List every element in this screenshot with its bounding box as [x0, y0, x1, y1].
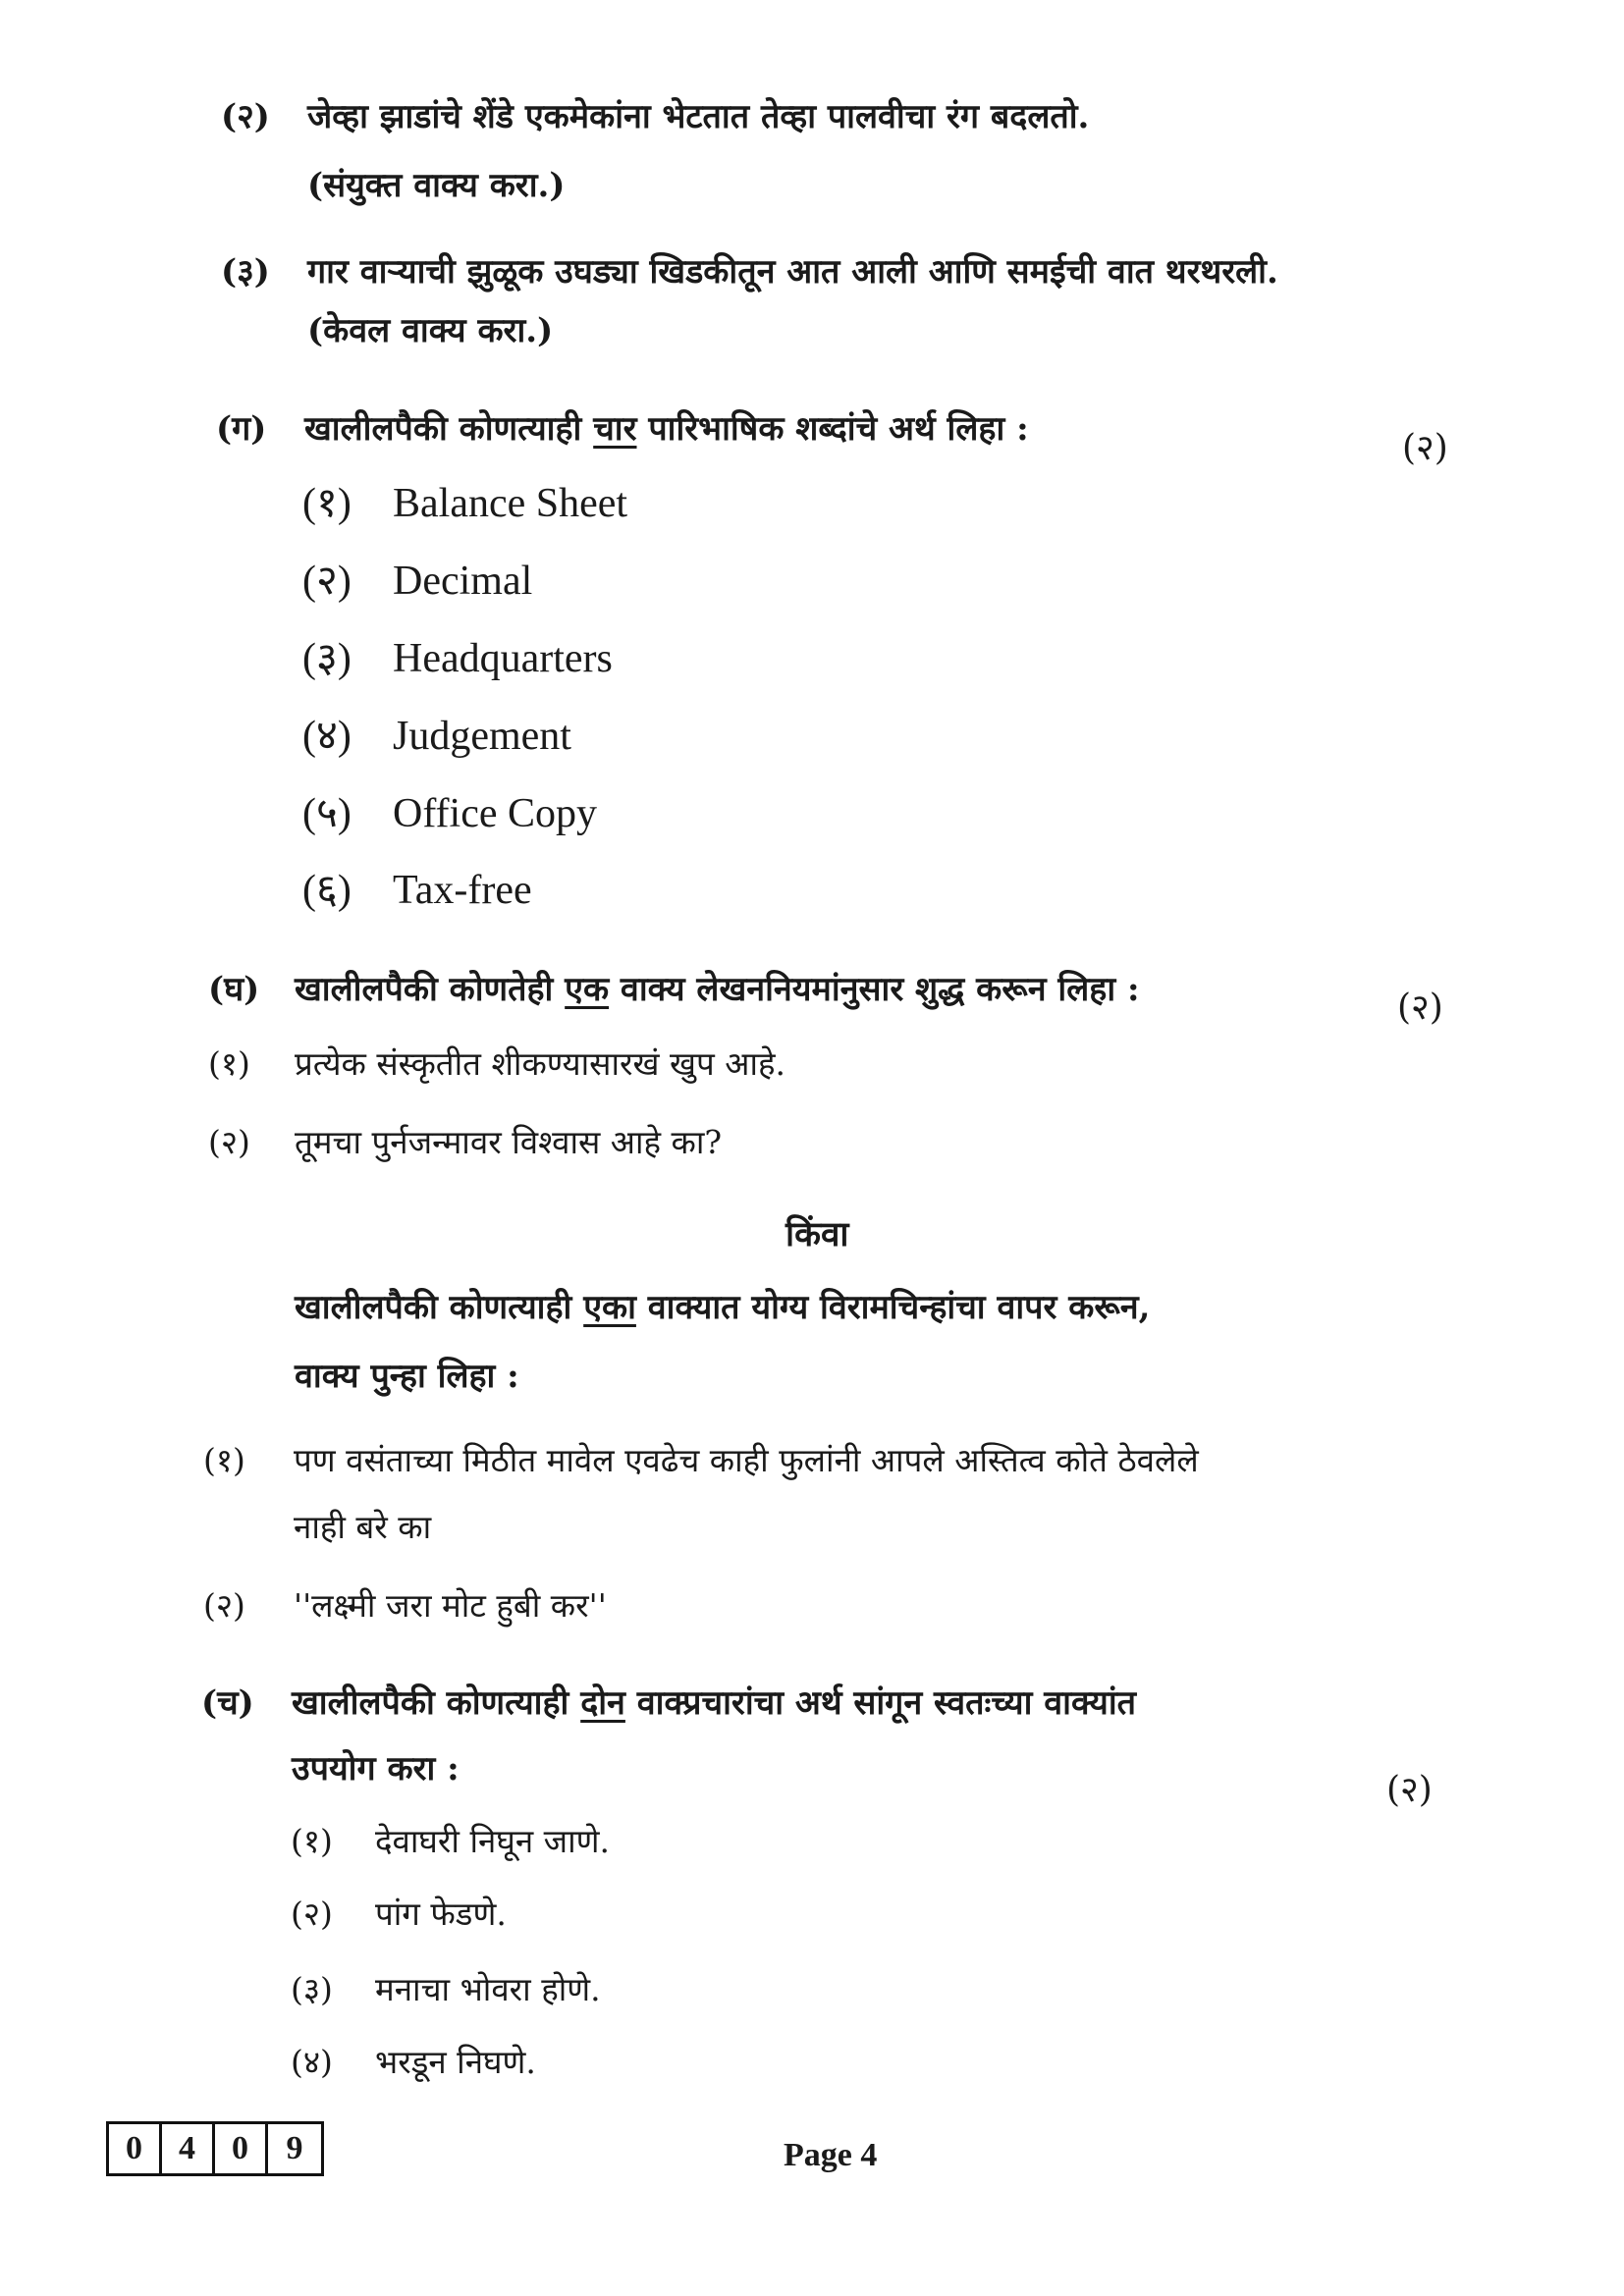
ch-item-4-number: (४): [291, 2043, 333, 2081]
g-item-6-text: Tax-free: [393, 868, 532, 913]
gh-item-1: [208, 1044, 785, 1083]
gh-alt-prompt-emphasis: एका: [583, 1288, 636, 1327]
ch-item-4: [291, 2043, 536, 2081]
or-label: किंवा: [785, 1214, 849, 1255]
ch-item-3: [291, 1970, 601, 2008]
g-item-2-text: Decimal: [393, 559, 533, 604]
kh-q3-text: गार वाऱ्याची झुळूक उघड्या खिडकीतून आत आली आणि समईची वात थरथरली.: [307, 252, 1278, 292]
paper-code-digit: 0: [109, 2124, 162, 2173]
gh-alt-prompt-line2: वाक्य पुन्हा लिहा :: [295, 1357, 519, 1396]
g-label: (ग): [216, 409, 267, 449]
ch-item-1-text: देवाघरी निघून जाणे.: [375, 1822, 611, 1860]
paper-code-digit: 0: [215, 2124, 268, 2173]
g-item-4: [302, 716, 571, 757]
gh-label: (घ): [208, 970, 260, 1009]
paper-code-box: [106, 2121, 324, 2176]
kh-q2-instruction: (संयुक्त वाक्य करा.): [307, 166, 566, 205]
g-item-2: [302, 561, 532, 602]
g-item-2-number: (२): [302, 559, 352, 604]
gh-alt-item-1-line2: नाही बरे का: [294, 1508, 432, 1546]
gh-alt-item-2: [203, 1586, 607, 1625]
g-item-6: [302, 870, 532, 911]
ch-item-1: [291, 1822, 611, 1860]
ch-item-1-number: (१): [291, 1822, 333, 1860]
ch-item-2-number: (२): [291, 1895, 333, 1933]
gh-alt-prompt: [295, 1288, 1151, 1327]
gh-prompt-end: वाक्य लेखननियमांनुसार शुद्ध करून लिहा :: [609, 970, 1140, 1009]
ch-prompt-emphasis: दोन: [580, 1683, 625, 1723]
gh-alt-prompt-end: वाक्यात योग्य विरामचिन्हांचा वापर करून,: [635, 1288, 1151, 1327]
ch-item-3-text: मनाचा भोवरा होणे.: [375, 1970, 601, 2008]
ch-prompt-end: वाक्प्रचारांचा अर्थ सांगून स्वतःच्या वाक्यांत: [624, 1683, 1137, 1723]
gh-prompt-start: खालीलपैकी कोणतेही: [295, 970, 566, 1009]
g-item-4-text: Judgement: [393, 714, 571, 759]
ch-item-4-text: भरडून निघणे.: [375, 2043, 536, 2081]
g-item-3-number: (३): [302, 636, 352, 681]
g-marks: (२): [1402, 428, 1448, 468]
kh-q2-number: (२): [221, 97, 270, 136]
page-number: Page 4: [784, 2137, 878, 2173]
g-prompt-end: पारिभाषिक शब्दांचे अर्थ लिहा :: [636, 409, 1029, 449]
gh-item-1-number: (१): [208, 1044, 250, 1083]
g-item-4-number: (४): [302, 714, 352, 759]
g-item-1-number: (१): [302, 481, 352, 526]
gh-alt-item-2-text: ''लक्ष्मी जरा मोट हुबी कर'': [294, 1586, 607, 1625]
ch-label: (च): [201, 1683, 254, 1723]
ch-item-2-text: पांग फेडणे.: [375, 1895, 507, 1933]
ch-item-2: [291, 1895, 507, 1933]
kh-q3: [221, 252, 1278, 292]
paper-code-digit: 4: [162, 2124, 215, 2173]
gh-alt-prompt-start: खालीलपैकी कोणत्याही: [295, 1288, 584, 1327]
g-item-1-text: Balance Sheet: [393, 481, 628, 526]
gh-item-2: [208, 1123, 723, 1161]
gh-heading: [208, 970, 1140, 1009]
paper-code-digit: 9: [286, 2130, 303, 2166]
gh-prompt-emphasis: एक: [565, 970, 610, 1009]
ch-item-3-number: (३): [291, 1970, 333, 2008]
kh-q3-instruction: (केवल वाक्य करा.): [307, 311, 554, 350]
g-item-5: [302, 793, 597, 834]
g-prompt-emphasis: चार: [593, 409, 637, 449]
g-prompt-start: खालीलपैकी कोणत्याही: [304, 409, 594, 449]
g-item-5-text: Office Copy: [393, 791, 598, 836]
g-item-5-number: (५): [302, 791, 352, 836]
ch-marks: (२): [1386, 1770, 1433, 1810]
ch-prompt-start: खालीलपैकी कोणत्याही: [292, 1683, 581, 1723]
gh-marks: (२): [1397, 988, 1443, 1028]
g-item-3: [302, 638, 613, 679]
ch-prompt-line2: उपयोग करा :: [292, 1749, 460, 1789]
gh-alt-item-1-line1: पण वसंताच्या मिठीत मावेल एवढेच काही फुलांनी आपले अस्तित्व कोते ठेवलेले: [294, 1441, 1199, 1479]
gh-item-2-text: तूमचा पुर्नजन्मावर विश्वास आहे का?: [295, 1123, 723, 1161]
kh-q2-text: जेव्हा झाडांचे शेंडे एकमेकांना भेटतात तेव्हा पालवीचा रंग बदलतो.: [307, 97, 1090, 136]
gh-item-2-number: (२): [208, 1123, 250, 1161]
gh-alt-item-2-number: (२): [203, 1586, 245, 1625]
kh-q2: [221, 97, 1090, 136]
kh-q3-number: (३): [221, 252, 270, 292]
g-item-3-text: Headquarters: [393, 636, 613, 681]
g-item-1: [302, 483, 627, 524]
g-item-6-number: (६): [302, 868, 352, 913]
gh-alt-item-1-number: (१): [203, 1441, 245, 1479]
g-heading: [216, 409, 1029, 449]
gh-alt-item-1: [203, 1441, 1199, 1479]
gh-item-1-text: प्रत्येक संस्कृतीत शीकण्यासारखं खुप आहे.: [295, 1044, 785, 1083]
ch-heading: [201, 1683, 1137, 1723]
